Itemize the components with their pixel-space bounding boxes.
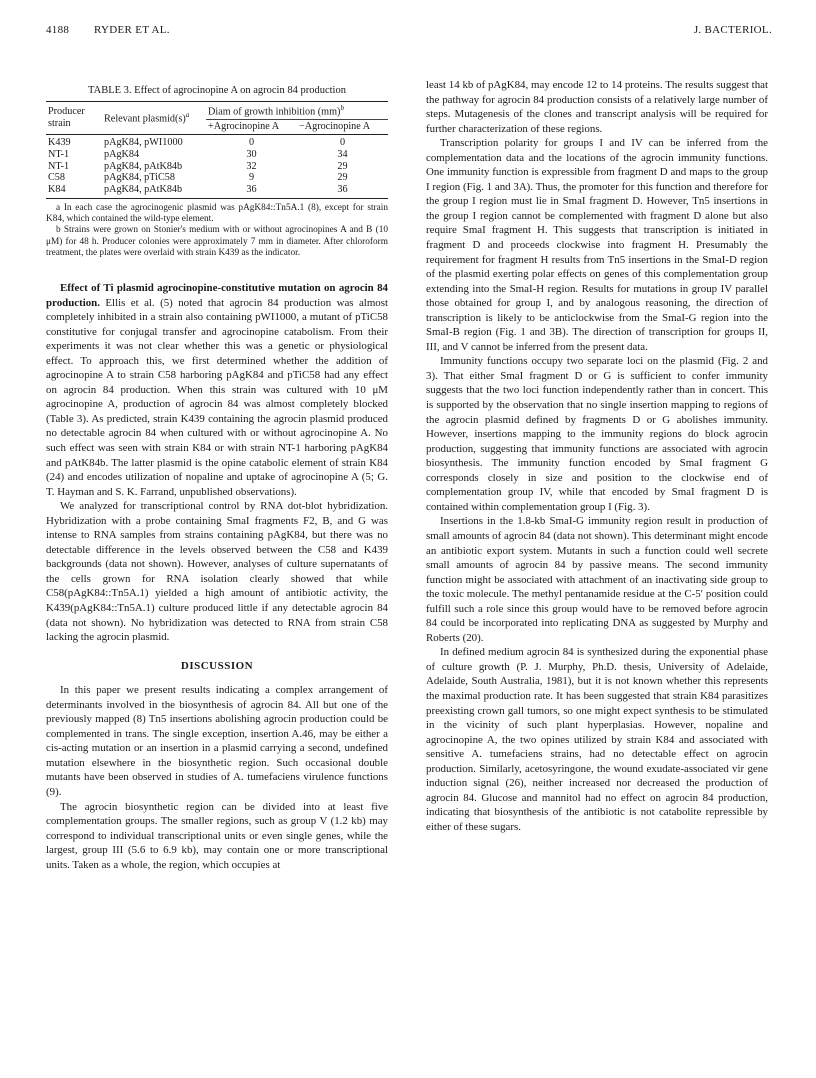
header-minus-agrocinopine: −Agrocinopine A [297,120,388,135]
cell-plus: 9 [248,172,255,184]
page-number: 4188 [46,24,70,36]
header-plasmid: Relevant $plasmid(s)^a$ [102,102,206,135]
cell-plasmid: pAgK84, pTiC58 [104,172,175,184]
paragraph: In defined medium agrocin 84 is synthesized during the exponential phase of culture growth (P. J. Murphy, Ph.D. thesis, University of Adelaide, Adelaide, South Australia, 1981), but it is not known whether this represents the maximal production rate. It has been suggested that strain K84 parasitizes preexisting crown gall tumors, so one might expect synthesis to be stimulated in the vicinity of such plant hyperplasias. However, nopaline and agrocinopine A, the two opines utilized by strain K84 and associated with sensitive A. tumefaciens strains, had no detectable effect on agrocin production. Similarly, acetosyringone, the wound exudate-associated vir gene induction signal (26), neither increased nor decreased the production of agrocin 84. Glucose and mannitol had no effect on agrocin 84 production, indicating that biosynthesis of the antibiotic is not catabolite repressible by either of these sugars. [426,646,768,833]
cell-minus: 29 [337,160,348,172]
cell-plus: 30 [246,148,257,160]
footnote-b: b Strains were grown on Stonier's medium with or without agrocinopines A and B (10 μM) for 48 h. Producer colonies were approximately 7 mm in diameter. After chloroform treatment, the plates were overlaid with strain K439 as the indicator. [46,225,388,258]
table-footnotes [46,203,388,259]
table-row [46,184,388,198]
cell-plasmid: pAgK84, pAtK84b [102,184,206,198]
right-column [426,78,768,834]
paragraph: In this paper we present results indicating a complex arrangement of determinants involved in the biosynthesis of agrocin 84. All but one of the previously mapped (8) Tn5 insertions abolishing agrocin production could be complemented in trans. The single exception, insertion A.46, may be either a cis-acting mutation or an insertion in a plasmid carrying a second, undefined mutation elsewhere in the biosynthetic region. Such occasional double mutants have been observed in studies of A. tumefaciens virulence functions (9). [46,684,388,799]
page-header [46,24,772,42]
header-diameter: Diam of growth inhibition (mm)$^b$ [206,102,388,120]
cell-plasmid: pAgK84 [104,148,140,160]
cell-strain: C58 [48,172,65,184]
paragraph: Immunity functions occupy two separate loci on the plasmid (Fig. 2 and 3). That either SmaI fragment D or G is sufficient to confer immunity suggests that the two loci function independently rather than in concert. This is supported by the observation that no single insertion mapping to regions of the agrocin plasmid defined by fragments D or G abolishes immunity. However, insertions mapping to the immunity regions do block agrocin production, suggesting that immunity functions are associated with agrocin biosynthesis. The immunity function encoded by SmaI fragment G corresponds closely in size and position to the clockwise end of complementation group IV, while that encoded by SmaI fragment D is contained within complementation group I (Fig. 3). [426,355,768,513]
cell-plasmid: pAgK84, pWI1000 [102,134,206,148]
table-row [46,161,388,173]
paragraph [46,281,388,499]
cell-minus: 34 [337,148,348,160]
cell-plus: 0 [206,134,297,148]
cell-strain: NT-1 [48,160,70,172]
table-row [46,134,388,148]
header-plus-agrocinopine: +Agrocinopine A [206,120,297,135]
header-strain: Producer strain [46,102,102,135]
cell-strain: K439 [46,134,102,148]
discussion-heading: DISCUSSION [180,659,254,672]
paragraph: The agrocin biosynthetic region can be divided into at least five complementation groups. The smaller regions, such as group V (1.2 kb) may correspond to individual transcriptional units or even single genes, while the largest, group III (5.6 to 6.9 kb), may contain one or more transcriptional units. Taken as a whole, the region, which occupies at [46,800,388,871]
table-3 [46,84,388,259]
table-row [46,149,388,161]
journal-name: J. BACTERIOL. [693,24,772,36]
paragraph: Insertions in the 1.8-kb SmaI-G immunity region result in production of small amounts of agrocin 84 (data not shown). This determinant might encode an antibiotic export system. Mutants in such a function could well secrete small amounts of agrocin 84 by passive means. The second immunity function might be associated with attachment of an inactivating side group to the toxic molecule. The methyl pentanamide residue at the C-5′ position could fulfill such a role since this group would have to be removed before agrocin 84 could be incorporated into replicating DNA as suggested by Murphy and Roberts (20). [426,515,768,644]
cell-plasmid: pAgK84, pAtK84b [104,160,183,172]
table-caption: TABLE 3. Effect of agrocinopine A on agrocin 84 production [88,85,346,96]
running-authors: RYDER ET AL. [94,24,170,36]
cell-plus: 32 [246,160,257,172]
footnote-a: a In each case the agrocinogenic plasmid was pAgK84::Tn5A.1 (8), except for strain K84, which contained the wild-type element. [46,202,388,225]
paragraph: least 14 kb of pAgK84, may encode 12 to 14 proteins. The results suggest that the pathway for agrocin 84 production consists of a relatively large number of steps. Mutagenesis of the clones and transcript analysis will be required for further characterization of these regions. [426,79,768,135]
cell-strain: K84 [46,184,102,198]
cell-strain: NT-1 [48,148,70,160]
cell-minus: 29 [337,172,348,184]
cell-minus: 0 [297,134,388,148]
data-table [46,101,388,199]
cell-minus: 36 [297,184,388,198]
section-run-in-heading: Effect of Ti plasmid agrocinopine-constitutive mutation on agrocin 84 production. [46,281,388,309]
cell-plus: 36 [206,184,297,198]
paragraph-body: Ellis et al. (5) noted that agrocin 84 production was almost completely inhibited in a strain also containing pWI1000, a mutant of pTiC58 constitutive for conjugal transfer and agrocinopine catabolism. From their experiments it was not clear whether this was a genetic or physiological effect. To approach this, we first determined whether the addition of agrocinopine A to strain C58 harboring pAgK84 and pTiC58 had any effect on agrocin 84 production. When this strain was cultured with 10 μM agrocinopine A, production of agrocin 84 was almost completely blocked (Table 3). As predicted, strain K439 containing the agrocin plasmid produced no detectable agrocin 84 when cultured with or without agrocinopine A. No such effect was seen with strain K84 or with strain NT-1 harboring pAgK84 and pAtK84b. The latter plasmid is the opine catabolic element of strain K84 (24) and encodes utilization of nopaline and uptake of agrocinopine A (5; G. T. Hayman and S. K. Farrand, unpublished observations). [46,296,388,498]
left-column [46,84,388,872]
paragraph: Transcription polarity for groups I and IV can be inferred from the complementation data and the locations of the agrocin immunity functions. One immunity function is expressible from fragment D and maps to the group I region (Fig. 1 and 3A). Thus, the promoter for this function and therefore for the group I region must lie in SmaI fragment D. However, Tn5 insertions in the group I region cannot be complemented with fragment D alone but also require SmaI fragment H. This suggests that transcription is initiated in fragment D and proceeds clockwise into fragment H. Presumably the requirement for fragment H results from Tn5 insertions in the SmaI-D region of the plasmid exerting polar effects on genes of this complementation group extending into the SmaI-H region. Results for mutations in group IV parallel those obtained for group I, and by analogous reasoning, the direction of transcription is likely to be anticlockwise from the SmaI-G region into the SmaI-B region (Fig. 1 and 3B). The direction of transcription for groups II, III, and V cannot be inferred from the present data. [426,137,768,353]
paragraph: We analyzed for transcriptional control by RNA dot-blot hybridization. Hybridization with a probe containing SmaI fragments F2, B, and G was intense to RNA samples from strains containing pAgK84, but there was no detectable difference in the levels observed between the C58 and K439 backgrounds (data not shown). However, analyses of culture supernatants of the cells grown for RNA isolation clearly showed that while C58(pAgK84::Tn5A.1) yielded a high amount of antibiotic activity, the K439(pAgK84::Tn5A.1) culture produced little if any detectable agrocin 84 (data not shown). No hybridization was detected to RNA from strain C58 lacking the agrocin plasmid. [46,500,388,644]
table-row [46,172,388,184]
